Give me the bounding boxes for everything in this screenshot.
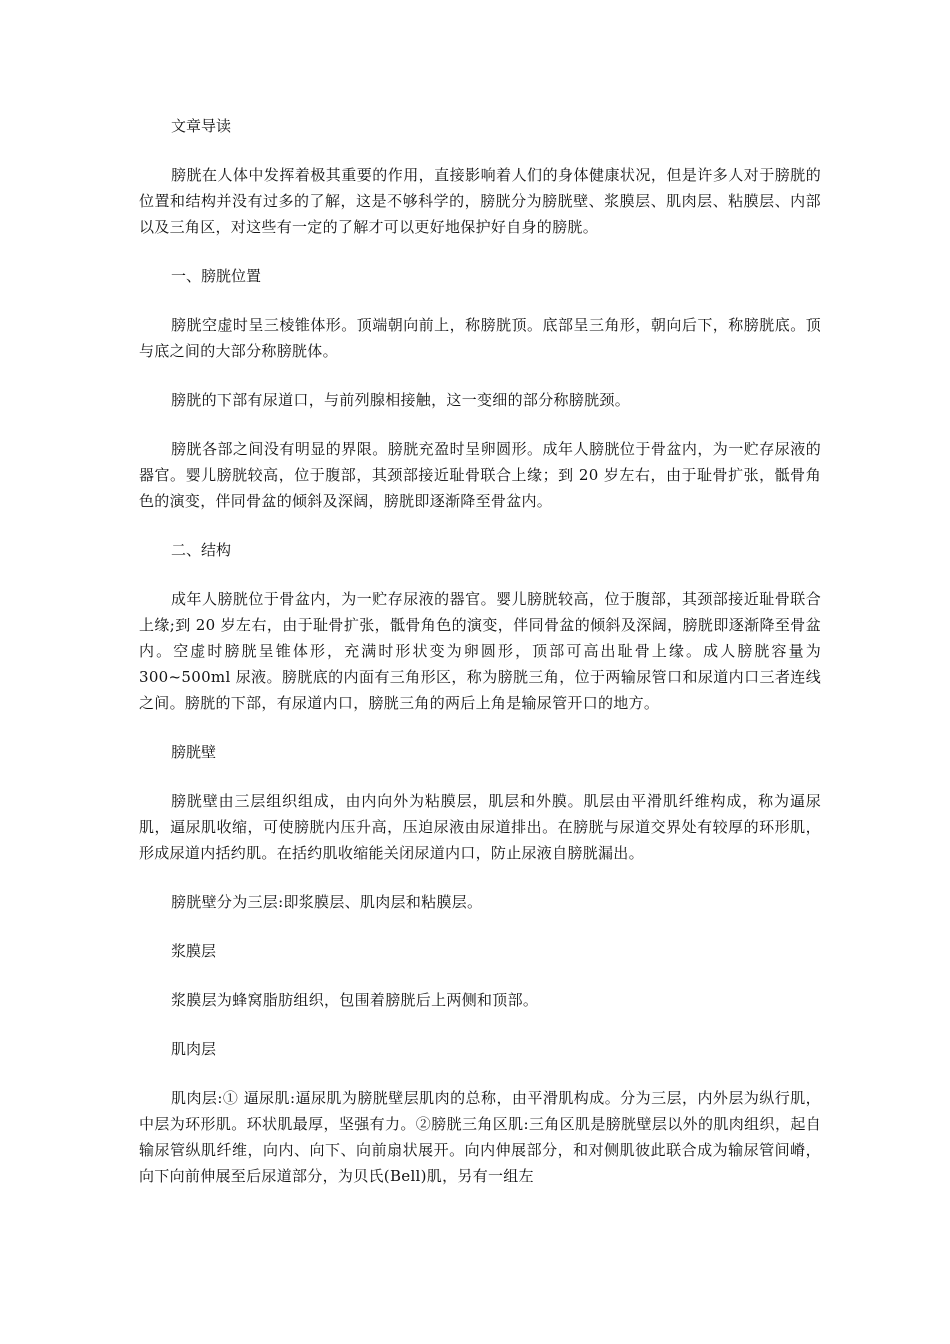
- paragraph-position-3: 膀胱各部之间没有明显的界限。膀胱充盈时呈卵圆形。成年人膀胱位于骨盆内，为一贮存尿液的器官。婴儿膀胱较高，位于腹部，其颈部接近耻骨联合上缘；到 20 岁左右，由于耻骨扩张，骶骨角色的演变，伴同骨盆的倾斜及深阔，膀胱即逐渐降至骨盆内。: [139, 440, 821, 510]
- heading-structure: 二、结构: [171, 541, 232, 559]
- heading-muscle-layer: 肌肉层: [171, 1040, 217, 1058]
- paragraph-intro: 膀胱在人体中发挥着极其重要的作用，直接影响着人们的身体健康状况，但是许多人对于膀胱的位置和结构并没有过多的了解，这是不够科学的，膀胱分为膀胱壁、浆膜层、肌肉层、粘膜层、内部以及三角区，对这些有一定的了解才可以更好地保护好自身的膀胱。: [139, 166, 821, 236]
- paragraph-serosa: 浆膜层为蜂窝脂肪组织，包围着膀胱后上两侧和顶部。: [171, 991, 539, 1009]
- paragraph-wall-2: 膀胱壁分为三层:即浆膜层、肌肉层和粘膜层。: [171, 893, 483, 911]
- paragraph-wall-1: 膀胱壁由三层组织组成，由内向外为粘膜层，肌层和外膜。肌层由平滑肌纤维构成，称为逼尿肌，逼尿肌收缩，可使膀胱内压升高，压迫尿液由尿道排出。在膀胱与尿道交界处有较厚的环形肌，形成尿道内括约肌。在括约肌收缩能关闭尿道内口，防止尿液自膀胱漏出。: [139, 792, 821, 862]
- heading-bladder-position: 一、膀胱位置: [171, 267, 262, 285]
- heading-bladder-wall: 膀胱壁: [171, 743, 217, 761]
- heading-intro: 文章导读: [171, 117, 232, 135]
- heading-serosa: 浆膜层: [171, 942, 217, 960]
- paragraph-structure: 成年人膀胱位于骨盆内，为一贮存尿液的器官。婴儿膀胱较高，位于腹部，其颈部接近耻骨联合上缘;到 20 岁左右，由于耻骨扩张，骶骨角色的演变，伴同骨盆的倾斜及深阔，膀胱即逐渐降至骨盆内。空虚时膀胱呈锥体形，充满时形状变为卵圆形，顶部可高出耻骨上缘。成人膀胱容量为 300~500ml 尿液。膀胱底的内面有三角形区，称为膀胱三角，位于两输尿管口和尿道内口三者连线之间。膀胱的下部，有尿道内口，膀胱三角的两后上角是输尿管开口的地方。: [139, 590, 821, 712]
- document-page: [139, 113, 821, 1212]
- paragraph-muscle-layer: 肌肉层:① 逼尿肌:逼尿肌为膀胱壁层肌肉的总称，由平滑肌构成。分为三层，内外层为纵行肌，中层为环形肌。环状肌最厚，坚强有力。②膀胱三角区肌:三角区肌是膀胱壁层以外的肌肉组织，起自输尿管纵肌纤维，向内、向下、向前扇状展开。向内伸展部分，和对侧肌彼此联合成为输尿管间嵴，向下向前伸展至后尿道部分，为贝氏(Bell)肌，另有一组左: [139, 1089, 821, 1185]
- paragraph-position-1: 膀胱空虚时呈三棱锥体形。顶端朝向前上，称膀胱顶。底部呈三角形，朝向后下，称膀胱底。顶与底之间的大部分称膀胱体。: [139, 316, 821, 360]
- paragraph-position-2: 膀胱的下部有尿道口，与前列腺相接触，这一变细的部分称膀胱颈。: [171, 391, 631, 409]
